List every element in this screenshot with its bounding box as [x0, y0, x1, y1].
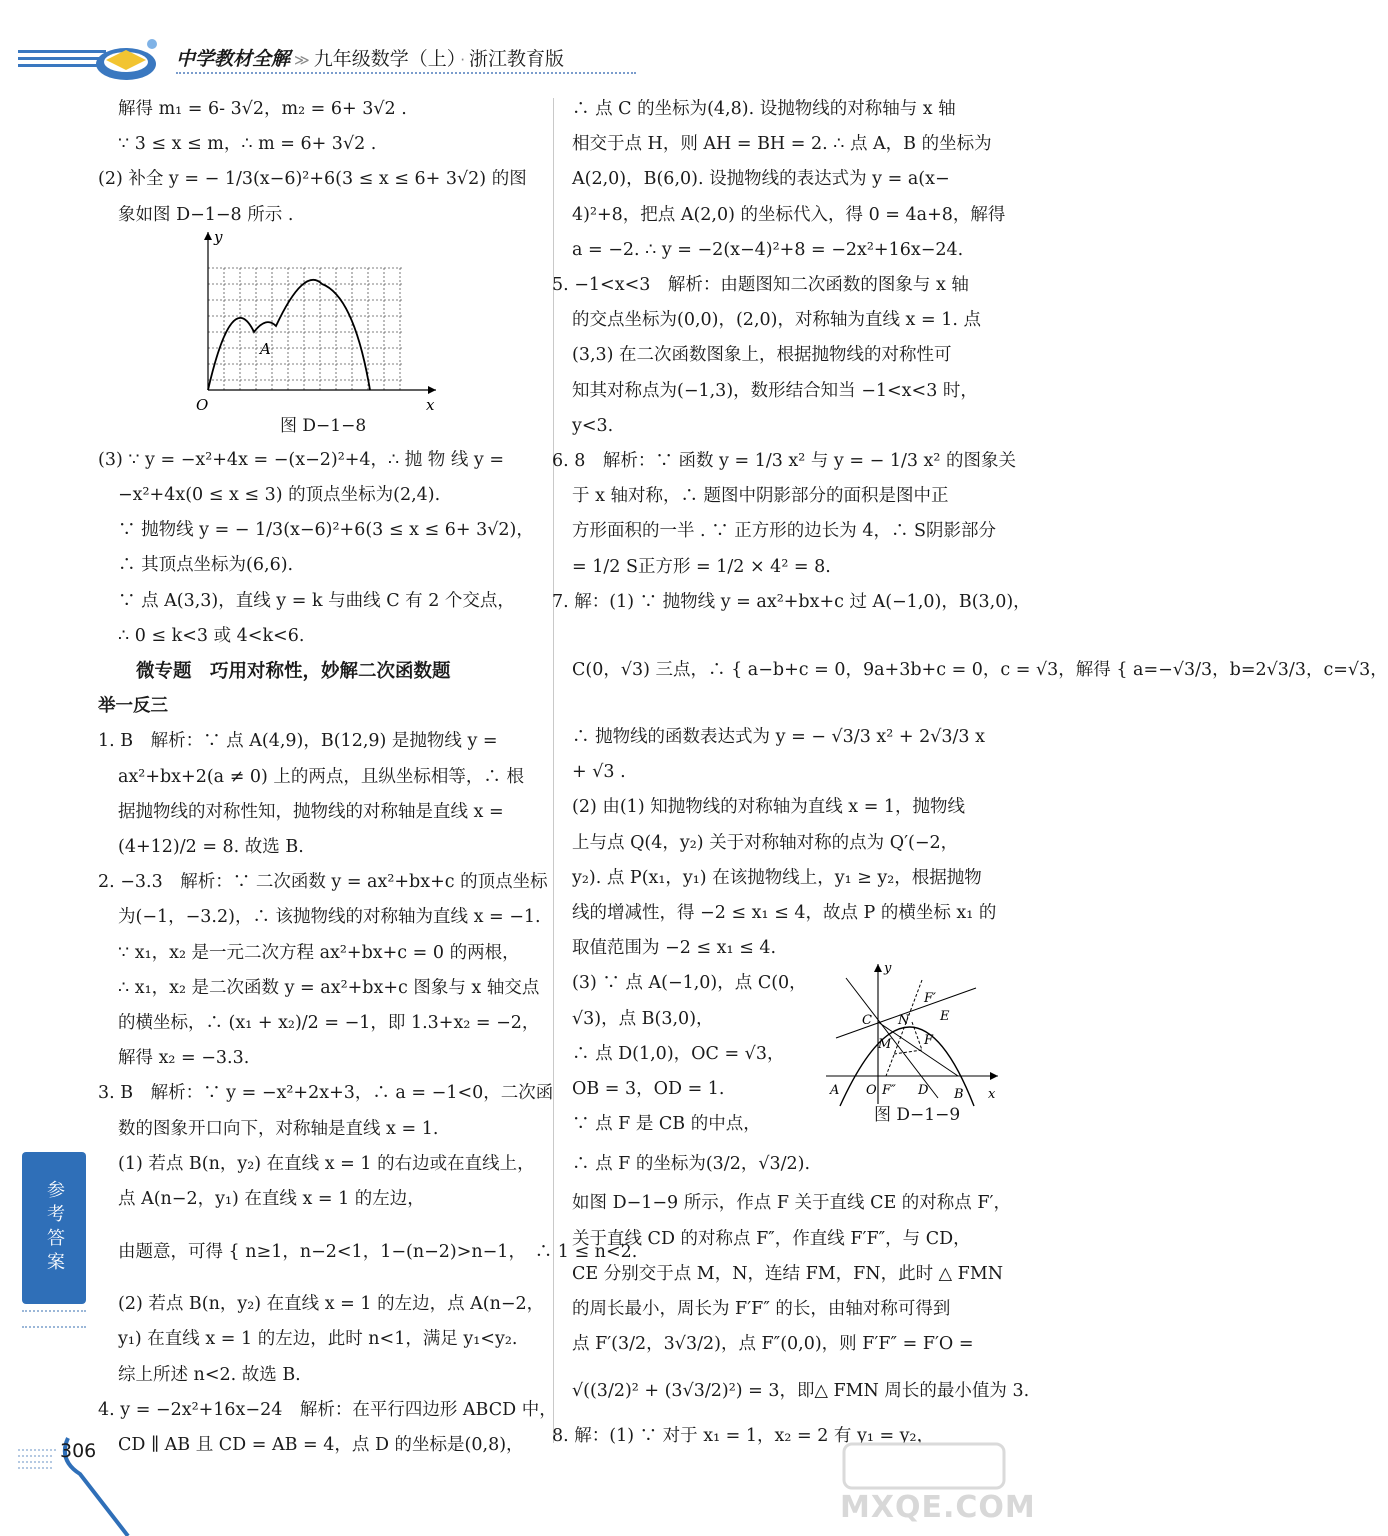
watermark-text: MXQE.COM [840, 1490, 1036, 1525]
text-line: 于 x 轴对称，∴ 题图中阴影部分的面积是图中正 [572, 486, 949, 507]
text-line: a = −2. ∴ y = −2(x−4)²+8 = −2x²+16x−24. [572, 239, 964, 260]
label-y: y [214, 228, 223, 246]
text-line: 3. B 解析：∵ y = −x²+2x+3，∴ a = −1<0，二次函 [98, 1083, 554, 1104]
text-line: C(0，√3) 三点，∴ { a−b+c = 0，9a+3b+c = 0，c = √3，解得 { a=−√3/3，b=2√3/3，c=√3， [572, 660, 1388, 681]
label-a: A [260, 340, 271, 358]
text-line: 2. −3.3 解析：∵ 二次函数 y = ax²+bx+c 的顶点坐标 [98, 872, 548, 893]
header-dotted-rule [176, 72, 636, 74]
text-line: 线的增减性，得 −2 ≤ x₁ ≤ 4，故点 P 的横坐标 x₁ 的 [572, 903, 997, 924]
text-line: ∴ 其顶点坐标为(6,6). [118, 555, 294, 576]
text-line: 如图 D−1−9 所示，作点 F 关于直线 CE 的对称点 F′， [572, 1193, 1011, 1214]
subject-title: 九年级数学（上） [313, 48, 457, 70]
text-line: 4)²+8，把点 A(2,0) 的坐标代入，得 0 = 4a+8，解得 [572, 204, 1006, 225]
text-line: 上与点 Q(4，y₂) 关于对称轴对称的点为 Q′(−2， [572, 832, 959, 853]
text-line: 6. 8 解析：∵ 函数 y = 1/3 x² 与 y = − 1/3 x² 的图象关 [552, 451, 1017, 472]
text-line: 的周长最小，周长为 F′F″ 的长，由轴对称可得到 [572, 1299, 951, 1320]
text-line: (3) ∵ y = −x²+4x = −(x−2)²+4，∴ 抛 物 线 y = [98, 449, 505, 470]
text-line: (2) 若点 B(n，y₂) 在直线 x = 1 的左边，点 A(n−2， [118, 1294, 545, 1315]
text-line: ∵ 抛物线 y = − 1/3(x−6)²+6(3 ≤ x ≤ 6+ 3√2)， [118, 520, 534, 541]
text-line: 5. −1<x<3 解析：由题图知二次函数的图象与 x 轴 [552, 275, 969, 296]
text-line: 1. B 解析：∵ 点 A(4,9)，B(12,9) 是抛物线 y = [98, 731, 498, 752]
page-header [0, 0, 1032, 90]
text-line: ∵ 3 ≤ x ≤ m，∴ m = 6+ 3√2 . [118, 134, 377, 155]
side-tab-label: 参考答案 [44, 1180, 65, 1276]
text-line: 4. y = −2x²+16x−24 解析：在平行四边形 ABCD 中， [98, 1399, 557, 1420]
text-line: 关于直线 CD 的对称点 F″，作直线 F′F″，与 CD， [572, 1228, 971, 1249]
label-a: A [830, 1083, 840, 1098]
side-tab-stripes [22, 1310, 86, 1328]
text-line: ∴ 0 ≤ k<3 或 4<k<6. [118, 625, 305, 646]
text-line: y<3. [572, 415, 614, 436]
text-line: ∴ 点 C 的坐标为(4,8). 设抛物线的对称轴与 x 轴 [572, 99, 956, 119]
book-logo-icon [92, 36, 160, 82]
right-column [552, 92, 1388, 1454]
text-line: ∴ x₁，x₂ 是二次函数 y = ax²+bx+c 图象与 x 轴交点 [118, 977, 540, 998]
label-f: F [924, 1033, 934, 1048]
section-title: 微专题 巧用对称性，妙解二次函数题 [136, 661, 451, 683]
text-line: A(2,0)，B(6,0). 设抛物线的表达式为 y = a(x− [572, 169, 950, 190]
label-o: O [196, 396, 209, 414]
text-line: 的横坐标，∴ (x₁ + x₂)/2 = −1，即 1.3+x₂ = −2， [118, 1013, 540, 1034]
text-line: 的交点坐标为(0,0)，(2,0)，对称轴为直线 x = 1. 点 [572, 310, 981, 331]
label-o: O [866, 1083, 877, 1098]
text-line: 相交于点 H，则 AH = BH = 2. ∴ 点 A，B 的坐标为 [572, 134, 992, 155]
label-x: x [988, 1087, 996, 1102]
text-line: + √3 . [572, 762, 626, 783]
text-line: OB = 3，OD = 1. [572, 1079, 725, 1100]
text-line: y₂). 点 P(x₁，y₁) 在该抛物线上，y₁ ≥ y₂，根据抛物 [572, 867, 982, 888]
label-m: M [878, 1037, 892, 1052]
segment-fm [894, 1050, 922, 1054]
text-line: ∴ 抛物线的函数表达式为 y = − √3/3 x² + 2√3/3 x [572, 727, 985, 748]
label-c: C [862, 1013, 872, 1028]
label-n: N [898, 1013, 910, 1028]
y-axis-arrow [874, 964, 882, 972]
book-title: 中学教材全解 [176, 48, 291, 70]
x-axis-arrow [990, 1072, 998, 1080]
x-axis-arrow [428, 386, 436, 394]
text-line: √3)，点 B(3,0)， [572, 1008, 714, 1029]
text-line: 点 F′(3/2，3√3/2)，点 F″(0,0)，则 F′F″ = F′O = [572, 1334, 974, 1355]
text-line: −x²+4x(0 ≤ x ≤ 3) 的顶点坐标为(2,4). [118, 485, 441, 506]
text-line: ∴ 点 F 的坐标为(3/2，√3/2). [572, 1154, 811, 1175]
text-line: 取值范围为 −2 ≤ x₁ ≤ 4. [572, 938, 777, 959]
label-d: D [918, 1083, 929, 1098]
text-line: (2) 补全 y = − 1/3(x−6)²+6(3 ≤ x ≤ 6+ 3√2) 的图 [98, 169, 527, 190]
text-line: ax²+bx+2(a ≠ 0) 上的两点，且纵坐标相等，∴ 根 [118, 766, 524, 787]
text-line: 解得 m₁ = 6- 3√2，m₂ = 6+ 3√2 . [118, 99, 407, 119]
figure-caption: 图 D−1−9 [874, 1105, 961, 1125]
figure-caption: 图 D−1−8 [280, 416, 367, 436]
label-x: x [426, 396, 435, 414]
edition-label: 浙江教育版 [469, 48, 565, 70]
text-line: ∵ 点 F 是 CB 的中点， [572, 1114, 761, 1135]
text-line: CE 分别交于点 M，N，连结 FM，FN，此时 △ FMN [572, 1263, 1004, 1284]
text-line: 数的图象开口向下，对称轴是直线 x = 1. [118, 1118, 439, 1139]
figure-d-1-8 [194, 226, 444, 412]
text-line: 点 A(n−2，y₁) 在直线 x = 1 的左边， [118, 1189, 425, 1210]
text-line: 由题意，可得 { n≥1，n−2<1，1−(n−2)>n−1， ∴ 1 ≤ n<2. [118, 1242, 638, 1263]
text-line: y₁) 在直线 x = 1 的左边，此时 n<1，满足 y₁<y₂. [118, 1329, 518, 1350]
page-number: 306 [60, 1440, 97, 1462]
text-line: = 1/2 S正方形 = 1/2 × 4² = 8. [572, 556, 831, 577]
grid-lines [208, 268, 402, 390]
text-line: (2) 由(1) 知抛物线的对称轴为直线 x = 1，抛物线 [572, 797, 966, 818]
subsection-title: 举一反三 [98, 696, 168, 717]
text-line: CD ∥ AB 且 CD = AB = 4，点 D 的坐标是(0,8)， [118, 1435, 524, 1456]
label-e: E [940, 1009, 950, 1024]
text-line: 方形面积的一半 . ∵ 正方形的边长为 4，∴ S阴影部分 [572, 521, 996, 542]
header-arrow: ≫ [294, 51, 310, 69]
header-title [176, 44, 564, 71]
text-line: 8. 解：(1) ∵ 对于 x₁ = 1，x₂ = 2 有 y₁ = y₂， [552, 1425, 935, 1446]
text-line: 7. 解：(1) ∵ 抛物线 y = ax²+bx+c 过 A(−1,0)，B(3,0)， [552, 591, 1031, 612]
header-dot: · [460, 51, 466, 69]
y-axis-arrow [204, 232, 212, 240]
text-line: (1) 若点 B(n，y₂) 在直线 x = 1 的右边或在直线上， [118, 1153, 535, 1174]
text-line: (3) ∵ 点 A(−1,0)，点 C(0， [572, 973, 807, 994]
label-f-prime: F′ [924, 991, 936, 1006]
text-line: (3,3) 在二次函数图象上，根据抛物线的对称性可 [572, 345, 952, 366]
text-line: 综上所述 n<2. 故选 B. [118, 1364, 301, 1385]
answers-side-tab [22, 1152, 86, 1304]
text-line: √((3/2)² + (3√3/2)²) = 3，即△ FMN 周长的最小值为 3. [572, 1380, 1030, 1401]
text-line: 象如图 D−1−8 所示 . [118, 204, 294, 225]
figure-d-1-9 [826, 958, 1006, 1106]
label-b: B [954, 1087, 964, 1102]
label-y: y [884, 961, 892, 976]
label-f-double-prime: F″ [882, 1083, 896, 1098]
text-line: 知其对称点为(−1,3)，数形结合知当 −1<x<3 时， [572, 380, 978, 401]
text-line: ∵ x₁，x₂ 是一元二次方程 ax²+bx+c = 0 的两根， [118, 942, 520, 963]
text-line: ∴ 点 D(1,0)，OC = √3， [572, 1043, 785, 1064]
text-line: (4+12)/2 = 8. 故选 B. [118, 837, 304, 858]
text-line: 解得 x₂ = −3.3. [118, 1048, 250, 1069]
curve-c [208, 280, 370, 390]
text-line: ∵ 点 A(3,3)，直线 y = k 与曲线 C 有 2 个交点， [118, 590, 515, 611]
text-line: 为(−1，−3.2)，∴ 该抛物线的对称轴为直线 x = −1. [118, 907, 541, 928]
text-line: 据抛物线的对称性知，抛物线的对称轴是直线 x = [118, 801, 504, 822]
